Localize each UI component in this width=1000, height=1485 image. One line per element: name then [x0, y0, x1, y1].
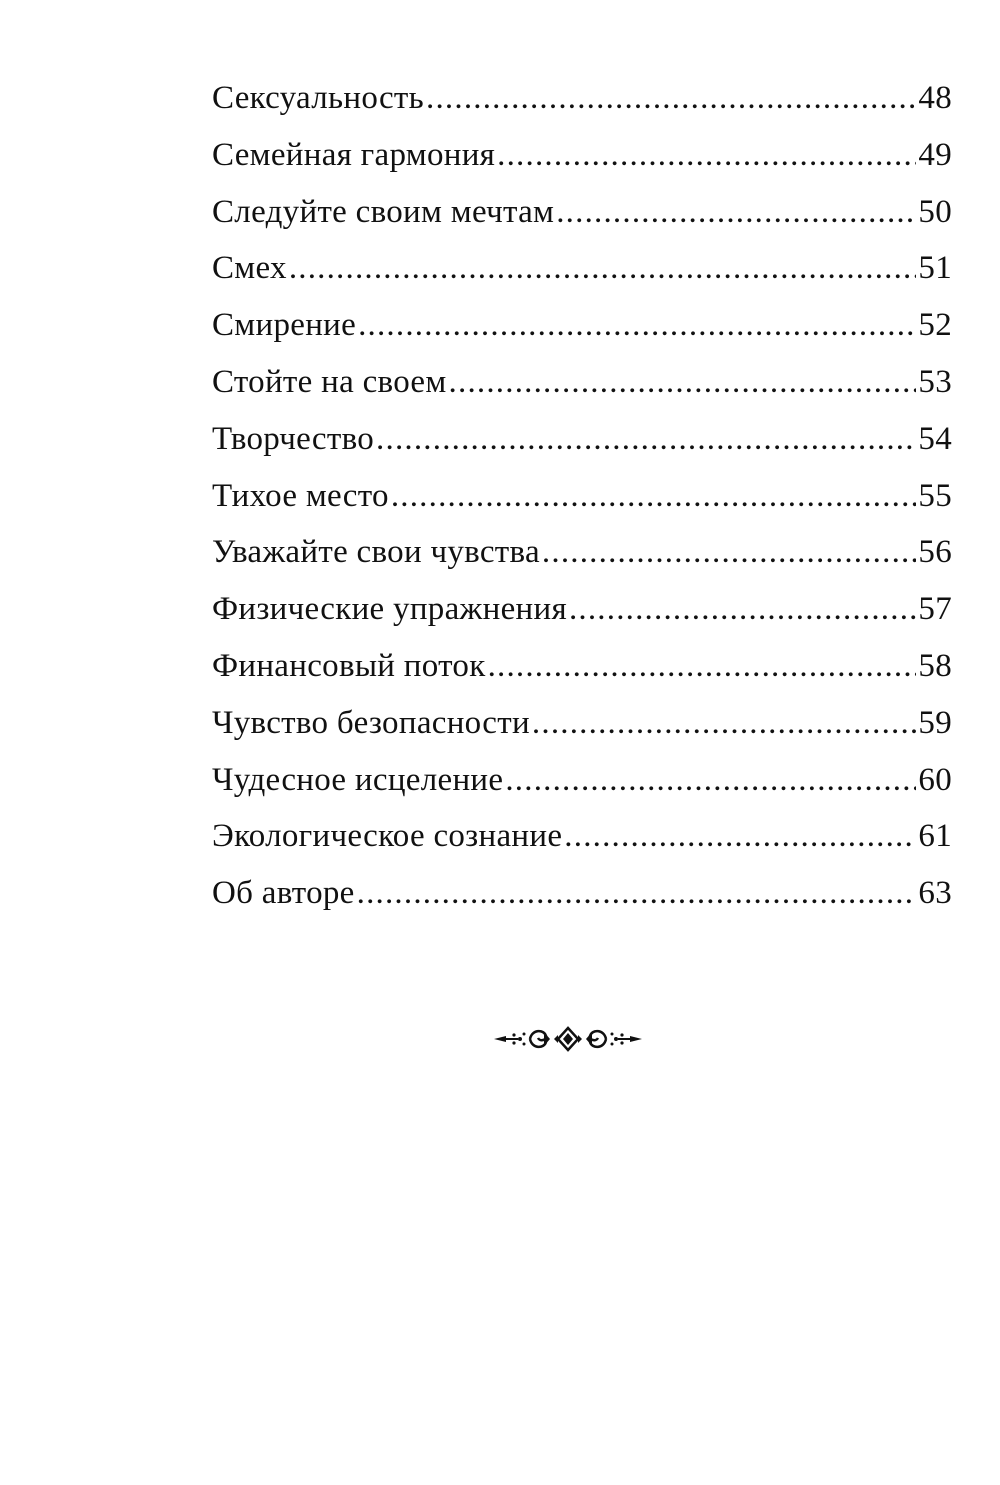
toc-entry-title: Творчество: [212, 420, 375, 457]
toc-entry-page: 54: [918, 420, 952, 457]
toc-entry[interactable]: [212, 411, 952, 468]
floral-divider-icon: [492, 1024, 644, 1054]
toc-entry-title: Физические упражнения: [212, 591, 567, 628]
toc-entry-title: Уважайте свои чувства: [212, 534, 540, 571]
toc-entry-page: 53: [918, 363, 952, 400]
toc-entry-page: 63: [918, 875, 952, 912]
toc-entry-page: 48: [918, 80, 952, 116]
toc-entry-title: Смирение: [212, 307, 357, 344]
toc-leader-dots: [542, 524, 916, 581]
toc-leader-dots: [532, 695, 916, 752]
toc-entry[interactable]: [212, 865, 952, 922]
toc-entry-page: 50: [918, 193, 952, 230]
toc-entry-title: Стойте на своем: [212, 363, 447, 400]
toc-entry-title: Чудесное исцеление: [212, 761, 504, 798]
toc-entry-title: Экологическое сознание: [212, 818, 563, 855]
toc-leader-dots: [505, 752, 916, 809]
toc-entry-title: Об авторе: [212, 875, 355, 912]
toc-entry[interactable]: [212, 808, 952, 865]
toc-entry-title: Чувство безопасности: [212, 704, 530, 741]
toc-leader-dots: [556, 184, 916, 241]
toc-leader-dots: [358, 297, 916, 354]
toc-entry[interactable]: [212, 468, 952, 525]
toc-entry-title: Следуйте своим мечтам: [212, 193, 555, 230]
toc-leader-dots: [497, 127, 916, 184]
toc-entry-page: 51: [918, 250, 952, 287]
toc-entry[interactable]: [212, 127, 952, 184]
toc-leader-dots: [488, 638, 917, 695]
toc-entry-page: 60: [918, 761, 952, 798]
toc-leader-dots: [391, 468, 917, 525]
toc-entry-title: Смех: [212, 250, 287, 287]
toc-leader-dots: [376, 411, 916, 468]
toc-entry[interactable]: [212, 581, 952, 638]
toc-entry[interactable]: [212, 70, 952, 127]
toc-entry-page: 49: [918, 136, 952, 173]
toc-entry-title: Семейная гармония: [212, 136, 496, 173]
toc-entry[interactable]: [212, 297, 952, 354]
toc-entry[interactable]: [212, 184, 952, 241]
toc-entry-title: Сексуальность: [212, 80, 425, 116]
toc-entry-page: 61: [918, 818, 952, 855]
toc-leader-dots: [426, 70, 916, 127]
toc-entry[interactable]: [212, 752, 952, 809]
toc-entry[interactable]: [212, 638, 952, 695]
toc-entry-title: Финансовый поток: [212, 647, 486, 684]
toc-leader-dots: [357, 865, 917, 922]
toc-entry-page: 58: [918, 647, 952, 684]
toc-entry-page: 57: [918, 591, 952, 628]
toc-entry[interactable]: [212, 354, 952, 411]
toc-entry-page: 59: [918, 704, 952, 741]
toc-entry[interactable]: [212, 695, 952, 752]
toc-leader-dots: [449, 354, 917, 411]
toc-entry-page: 52: [918, 307, 952, 344]
toc-entry-title: Тихое место: [212, 477, 389, 514]
toc-entry-page: 55: [918, 477, 952, 514]
toc-leader-dots: [569, 581, 916, 638]
toc-leader-dots: [289, 240, 917, 297]
table-of-contents: [212, 70, 952, 922]
toc-leader-dots: [564, 808, 916, 865]
toc-entry[interactable]: [212, 240, 952, 297]
toc-entry-page: 56: [918, 534, 952, 571]
toc-entry[interactable]: [212, 524, 952, 581]
